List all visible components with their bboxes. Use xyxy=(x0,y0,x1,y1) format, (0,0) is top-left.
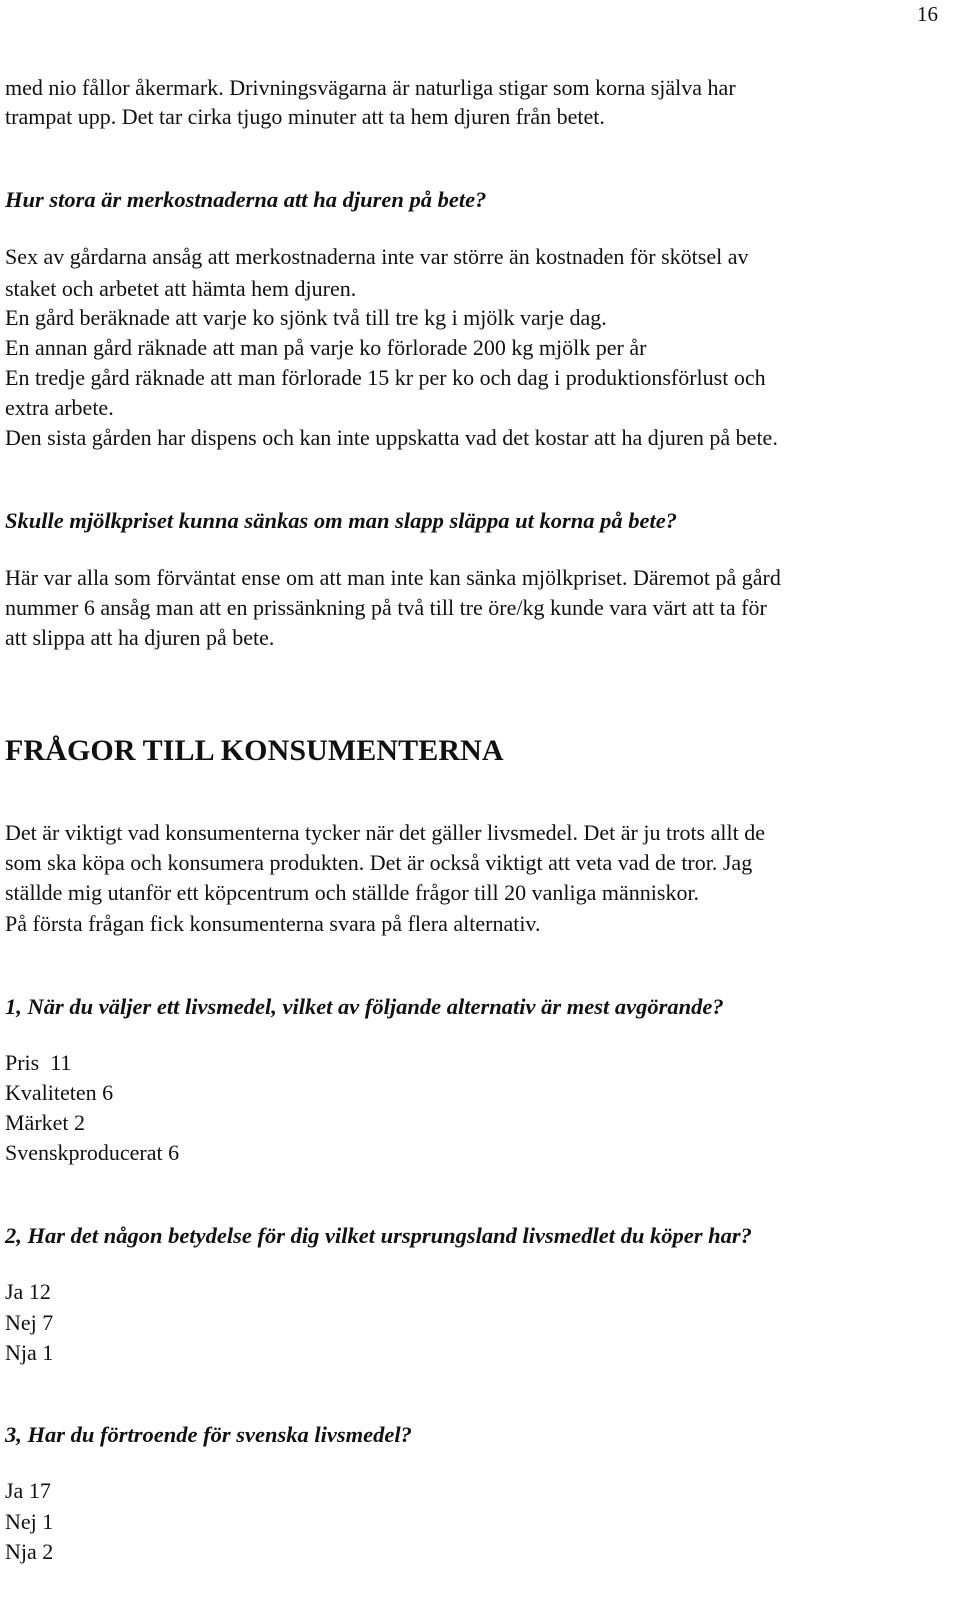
text-line: Den sista gården har dispens och kan inte uppskatta vad det kostar att ha djuren på bete. xyxy=(5,425,778,450)
question-heading: 1, När du väljer ett livsmedel, vilket av följande alternativ är mest avgörande? xyxy=(5,994,724,1019)
answer-item: Nej 1 xyxy=(5,1509,54,1534)
text-line: med nio fållor åkermark. Drivningsvägarna är naturliga stigar som korna själva har xyxy=(5,75,736,100)
text-line: extra arbete. xyxy=(5,395,114,420)
text-line: staket och arbetet att hämta hem djuren. xyxy=(5,276,357,301)
answer-item: Pris 11 xyxy=(5,1050,72,1075)
question-heading: 3, Har du förtroende för svenska livsmedel? xyxy=(5,1422,412,1447)
text-line: som ska köpa och konsumera produkten. Det är också viktigt att veta vad de tror. Jag xyxy=(5,850,753,875)
answer-item: Nja 1 xyxy=(5,1340,54,1365)
answer-item: Märket 2 xyxy=(5,1110,86,1135)
answer-item: Nej 7 xyxy=(5,1310,54,1335)
section-heading: Skulle mjölkpriset kunna sänkas om man slapp släppa ut korna på bete? xyxy=(5,508,678,533)
question-heading: 2, Har det någon betydelse för dig vilket ursprungsland livsmedlet du köper har? xyxy=(5,1223,752,1248)
answer-item: Svenskproducerat 6 xyxy=(5,1140,180,1165)
section-heading: Hur stora är merkostnaderna att ha djuren på bete? xyxy=(5,187,487,212)
text-line: Det är viktigt vad konsumenterna tycker när det gäller livsmedel. Det är ju trots allt de xyxy=(5,820,765,845)
answer-item: Kvaliteten 6 xyxy=(5,1080,114,1105)
text-line: Här var alla som förväntat ense om att man inte kan sänka mjölkpriset. Däremot på gård xyxy=(5,565,781,590)
text-line: En annan gård räknade att man på varje ko förlorade 200 kg mjölk per år xyxy=(5,335,647,360)
answer-item: Ja 17 xyxy=(5,1478,51,1503)
text-line: trampat upp. Det tar cirka tjugo minuter att ta hem djuren från betet. xyxy=(5,104,605,129)
text-line: att slippa att ha djuren på bete. xyxy=(5,625,275,650)
text-line: Sex av gårdarna ansåg att merkostnaderna inte var större än kostnaden för skötsel av xyxy=(5,244,749,269)
text-line: ställde mig utanför ett köpcentrum och ställde frågor till 20 vanliga människor. xyxy=(5,880,700,905)
answer-item: Nja 2 xyxy=(5,1539,54,1564)
answer-item: Ja 12 xyxy=(5,1279,51,1304)
text-line: nummer 6 ansåg man att en prissänkning på två till tre öre/kg kunde vara värt att ta för xyxy=(5,595,767,620)
text-line: En tredje gård räknade att man förlorade 15 kr per ko och dag i produktionsförlust och xyxy=(5,365,766,390)
page-number: 16 xyxy=(917,2,938,26)
section-title: FRÅGOR TILL KONSUMENTERNA xyxy=(5,734,504,767)
text-line: En gård beräknade att varje ko sjönk två till tre kg i mjölk varje dag. xyxy=(5,305,607,330)
text-line: På första frågan fick konsumenterna svara på flera alternativ. xyxy=(5,911,541,936)
